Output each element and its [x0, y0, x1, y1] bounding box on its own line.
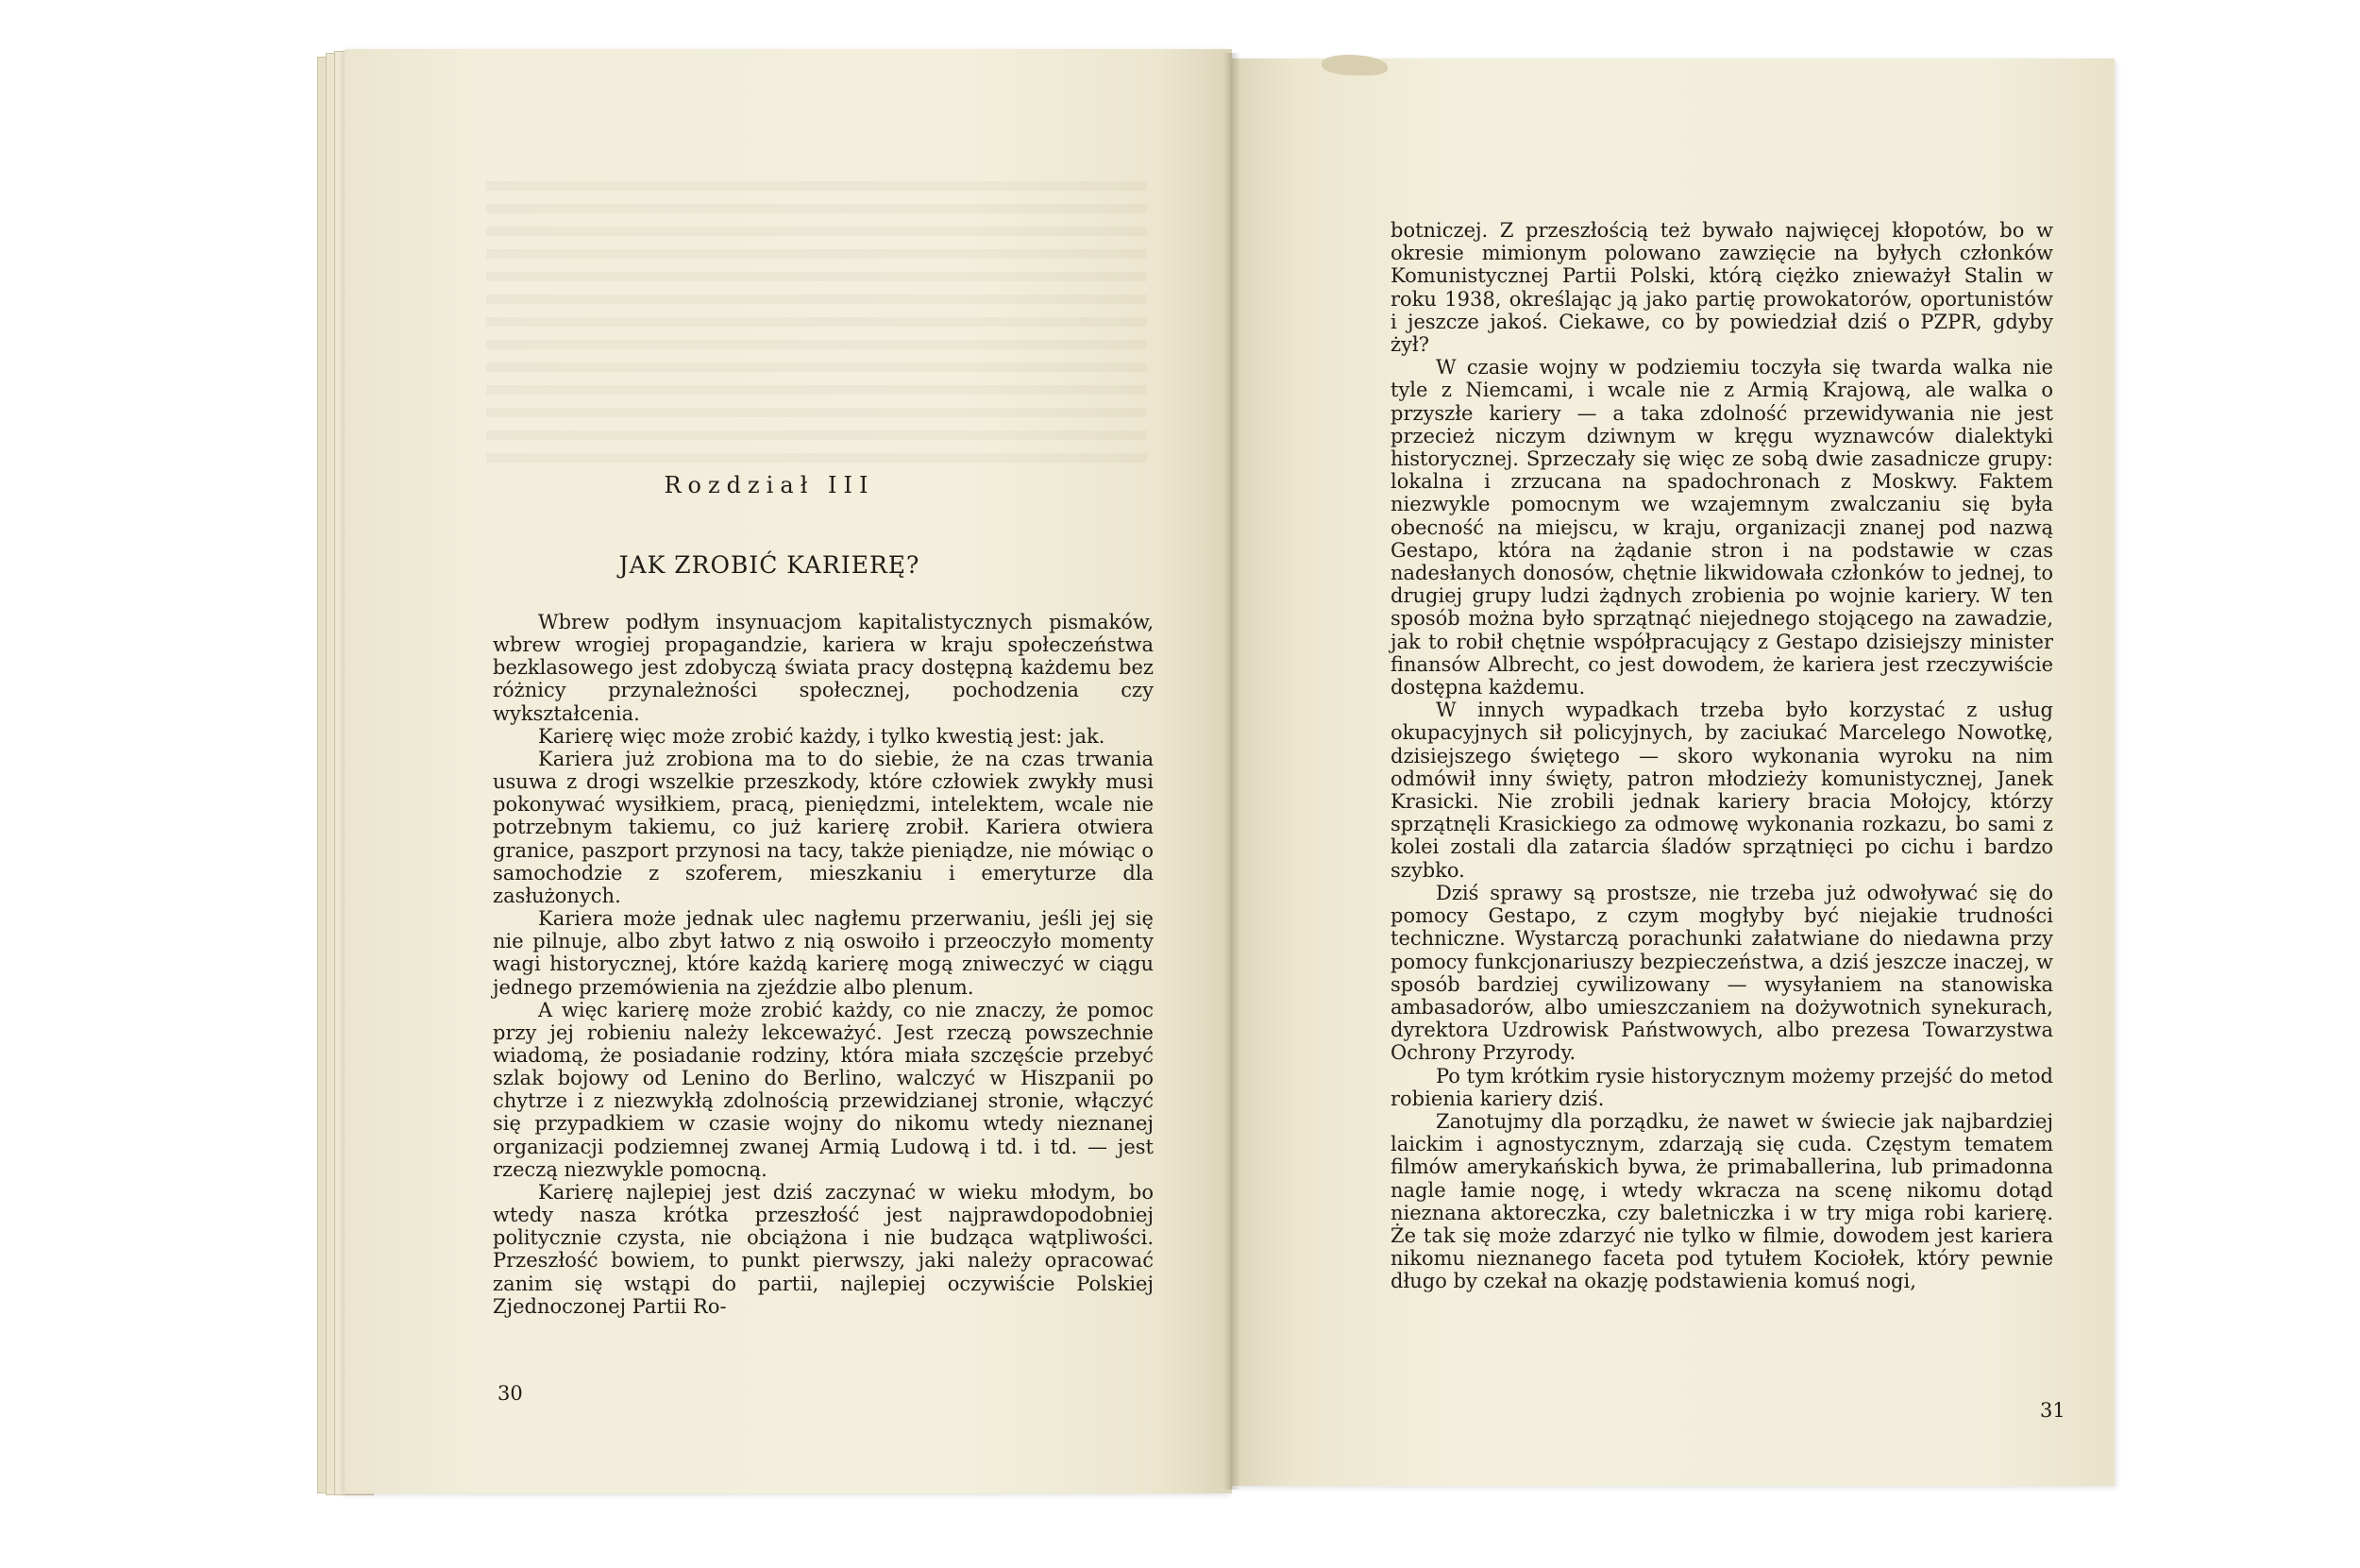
page-number: 31: [2040, 1399, 2065, 1422]
left-page: [345, 49, 1232, 1493]
paragraph: A więc karierę może zrobić każdy, co nie znaczy, że pomoc przy jej robieniu należy lekceważyć. Jest rzeczą powszechnie wiadomą, że posiadanie rodziny, która miała szczęście przebyć szlak bojowy od Lenino do Berlino, walczyć w Hiszpanii po chytrze i z niezwykłą zdolnością przewidzianej stronie, włączyć się przypadkiem w czasie wojny do nikomu wtedy nieznanej organizacji podziemnej zwanej Armią Ludową i td. i td. — jest rzeczą niezwykle pomocną.: [493, 998, 1154, 1181]
paragraph: W czasie wojny w podziemiu toczyła się twarda walka nie tyle z Niemcami, i wcale nie z Armią Krajową, ale walka o przyszłe kariery — a taka zdolność przewidywania nie jest przecież niczym dziwnym w kręgu wyznawców dialektyki historycznej. Sprzeczały się więc ze sobą dwie zasadnicze grupy: lokalna i zrzucana na spadochronach z Moskwy. Faktem niezwykle pomocnym we wzajemnym zwalczaniu się była obecność na miejscu, w kraju, organizacji znanej pod nazwą Gestapo, która na żądanie stron i na podstawie w czas nadesłanych donosów, chętnie likwidowała członków to jednej, to drugiej grupy ludzi żądnych zrobienia po wojnie kariery. W ten sposób można było sprzątnąć niejednego stojącego na zawadzie, jak to robił chętnie współpracujący z Gestapo dzisiejszy minister finansów Albrecht, co jest dowodem, że kariera jest rzeczywiście dostępna każdemu.: [1391, 356, 2053, 700]
paragraph: W innych wypadkach trzeba było korzystać z usług okupacyjnych sił policyjnych, by zaciukać Marcelego Nowotkę, dzisiejszego świętego — skoro wykonania wyroku na nim odmówił inny święty, patron młodzieży komunistycznej, Janek Krasicki. Nie zrobili jednak kariery bracia Mołojcy, którzy sprzątnęli Krasickiego za odmowę wykonania rozkazu, bo sami z kolei zostali dla zatarcia śladów sprzątnięci po cichu i bardzo szybko.: [1391, 699, 2053, 882]
chapter-title: JAK ZROBIĆ KARIERĘ?: [618, 551, 920, 579]
paragraph: Karierę więc może zrobić każdy, i tylko kwestią jest: jak.: [538, 724, 1105, 748]
left-page-text: [493, 611, 1154, 1318]
page-number: 30: [497, 1382, 523, 1405]
paragraph: Karierę najlepiej jest dziś zaczynać w wieku młodym, bo wtedy nasza krótka przeszłość jest najprawdopodobniej politycznie czysta, nie obciążona i nie budząca wątpliwości. Przeszłość bowiem, to punkt pierwszy, jaki należy opracować zanim się wstąpi do partii, najlepiej oczywiście Polskiej Zjednoczonej Partii Ro-: [493, 1180, 1154, 1318]
paragraph: Wbrew podłym insynuacjom kapitalistycznych pismaków, wbrew wrogiej propagandzie, kariera w kraju społeczeństwa bezklasowego jest zdobyczą świata pracy dostępną każdemu bez różnicy przynależności społecznej, pochodzenia czy wykształcenia.: [493, 611, 1154, 725]
paragraph: Kariera już zrobiona ma to do siebie, że na czas trwania usuwa z drogi wszelkie przeszkody, które człowiek zwykły musi pokonywać wysiłkiem, pracą, pieniędzmi, intelektem, wcale nie potrzebnym takiemu, co już karierę zrobił. Kariera otwiera granice, paszport przynosi na tacy, także pieniądze, nie mówiąc o samochodzie z szoferem, mieszkaniu i emeryturze dla zasłużonych.: [493, 747, 1154, 907]
book-gutter: [1223, 53, 1240, 1490]
paragraph: botniczej. Z przeszłością też bywało najwięcej kłopotów, bo w okresie mimionym polowano zawzięcie na byłych członków Komunistycznej Partii Polski, którą ciężko znieważył Stalin w roku 1938, określając ją jako partię prowokatorów, oportunistów i jeszcze jakoś. Ciekawe, co by powiedział dziś o PZPR, gdyby żył?: [1391, 219, 2053, 357]
right-page: [1232, 59, 2115, 1486]
show-through: [486, 181, 1147, 464]
paragraph: Dziś sprawy są prostsze, nie trzeba już odwoływać się do pomocy Gestapo, z czym mogłyby być niejakie trudności techniczne. Wystarczą porachunki załatwiane do niedawna przy pomocy funkcjonariuszy bezpieczeństwa, a dziś jeszcze inaczej, w sposób bardziej cywilizowany — wysyłaniem na stanowiska ambasadorów, albo umieszczaniem na dożywotnich synekurach, dyrektora Uzdrowisk Państwowych, albo prezesa Towarzystwa Ochrony Przyrody.: [1391, 881, 2053, 1065]
right-page-text: [1391, 219, 2053, 1293]
chapter-label: Rozdział III: [664, 472, 875, 498]
paragraph: Po tym krótkim rysie historycznym możemy przejść do metod robienia kariery dziś.: [1391, 1064, 2053, 1110]
paragraph: Zanotujmy dla porządku, że nawet w świecie jak najbardziej laickim i agnostycznym, zdarzają się cuda. Częstym tematem filmów amerykańskich bywa, że primaballerina, lub primadonna nagle łamie nogę, i wtedy wkracza na scenę nikomu dotąd nieznana aktoreczka, czy baletniczka i w try miga robi karierę. Że tak się może zdarzyć nie tylko w filmie, dowodem jest kariera nikomu nieznanego faceta pod tytułem Kociołek, który pewnie długo by czekał na okazję podstawienia komuś nogi,: [1391, 1109, 2053, 1293]
paragraph: Kariera może jednak ulec nagłemu przerwaniu, jeśli jej się nie pilnuje, albo zbyt łatwo z nią oswoiło i przeoczyło momenty wagi historycznej, które każdą karierę mogą zniweczyć w ciągu jednego przemówienia na zjeździe albo plenum.: [493, 907, 1154, 999]
